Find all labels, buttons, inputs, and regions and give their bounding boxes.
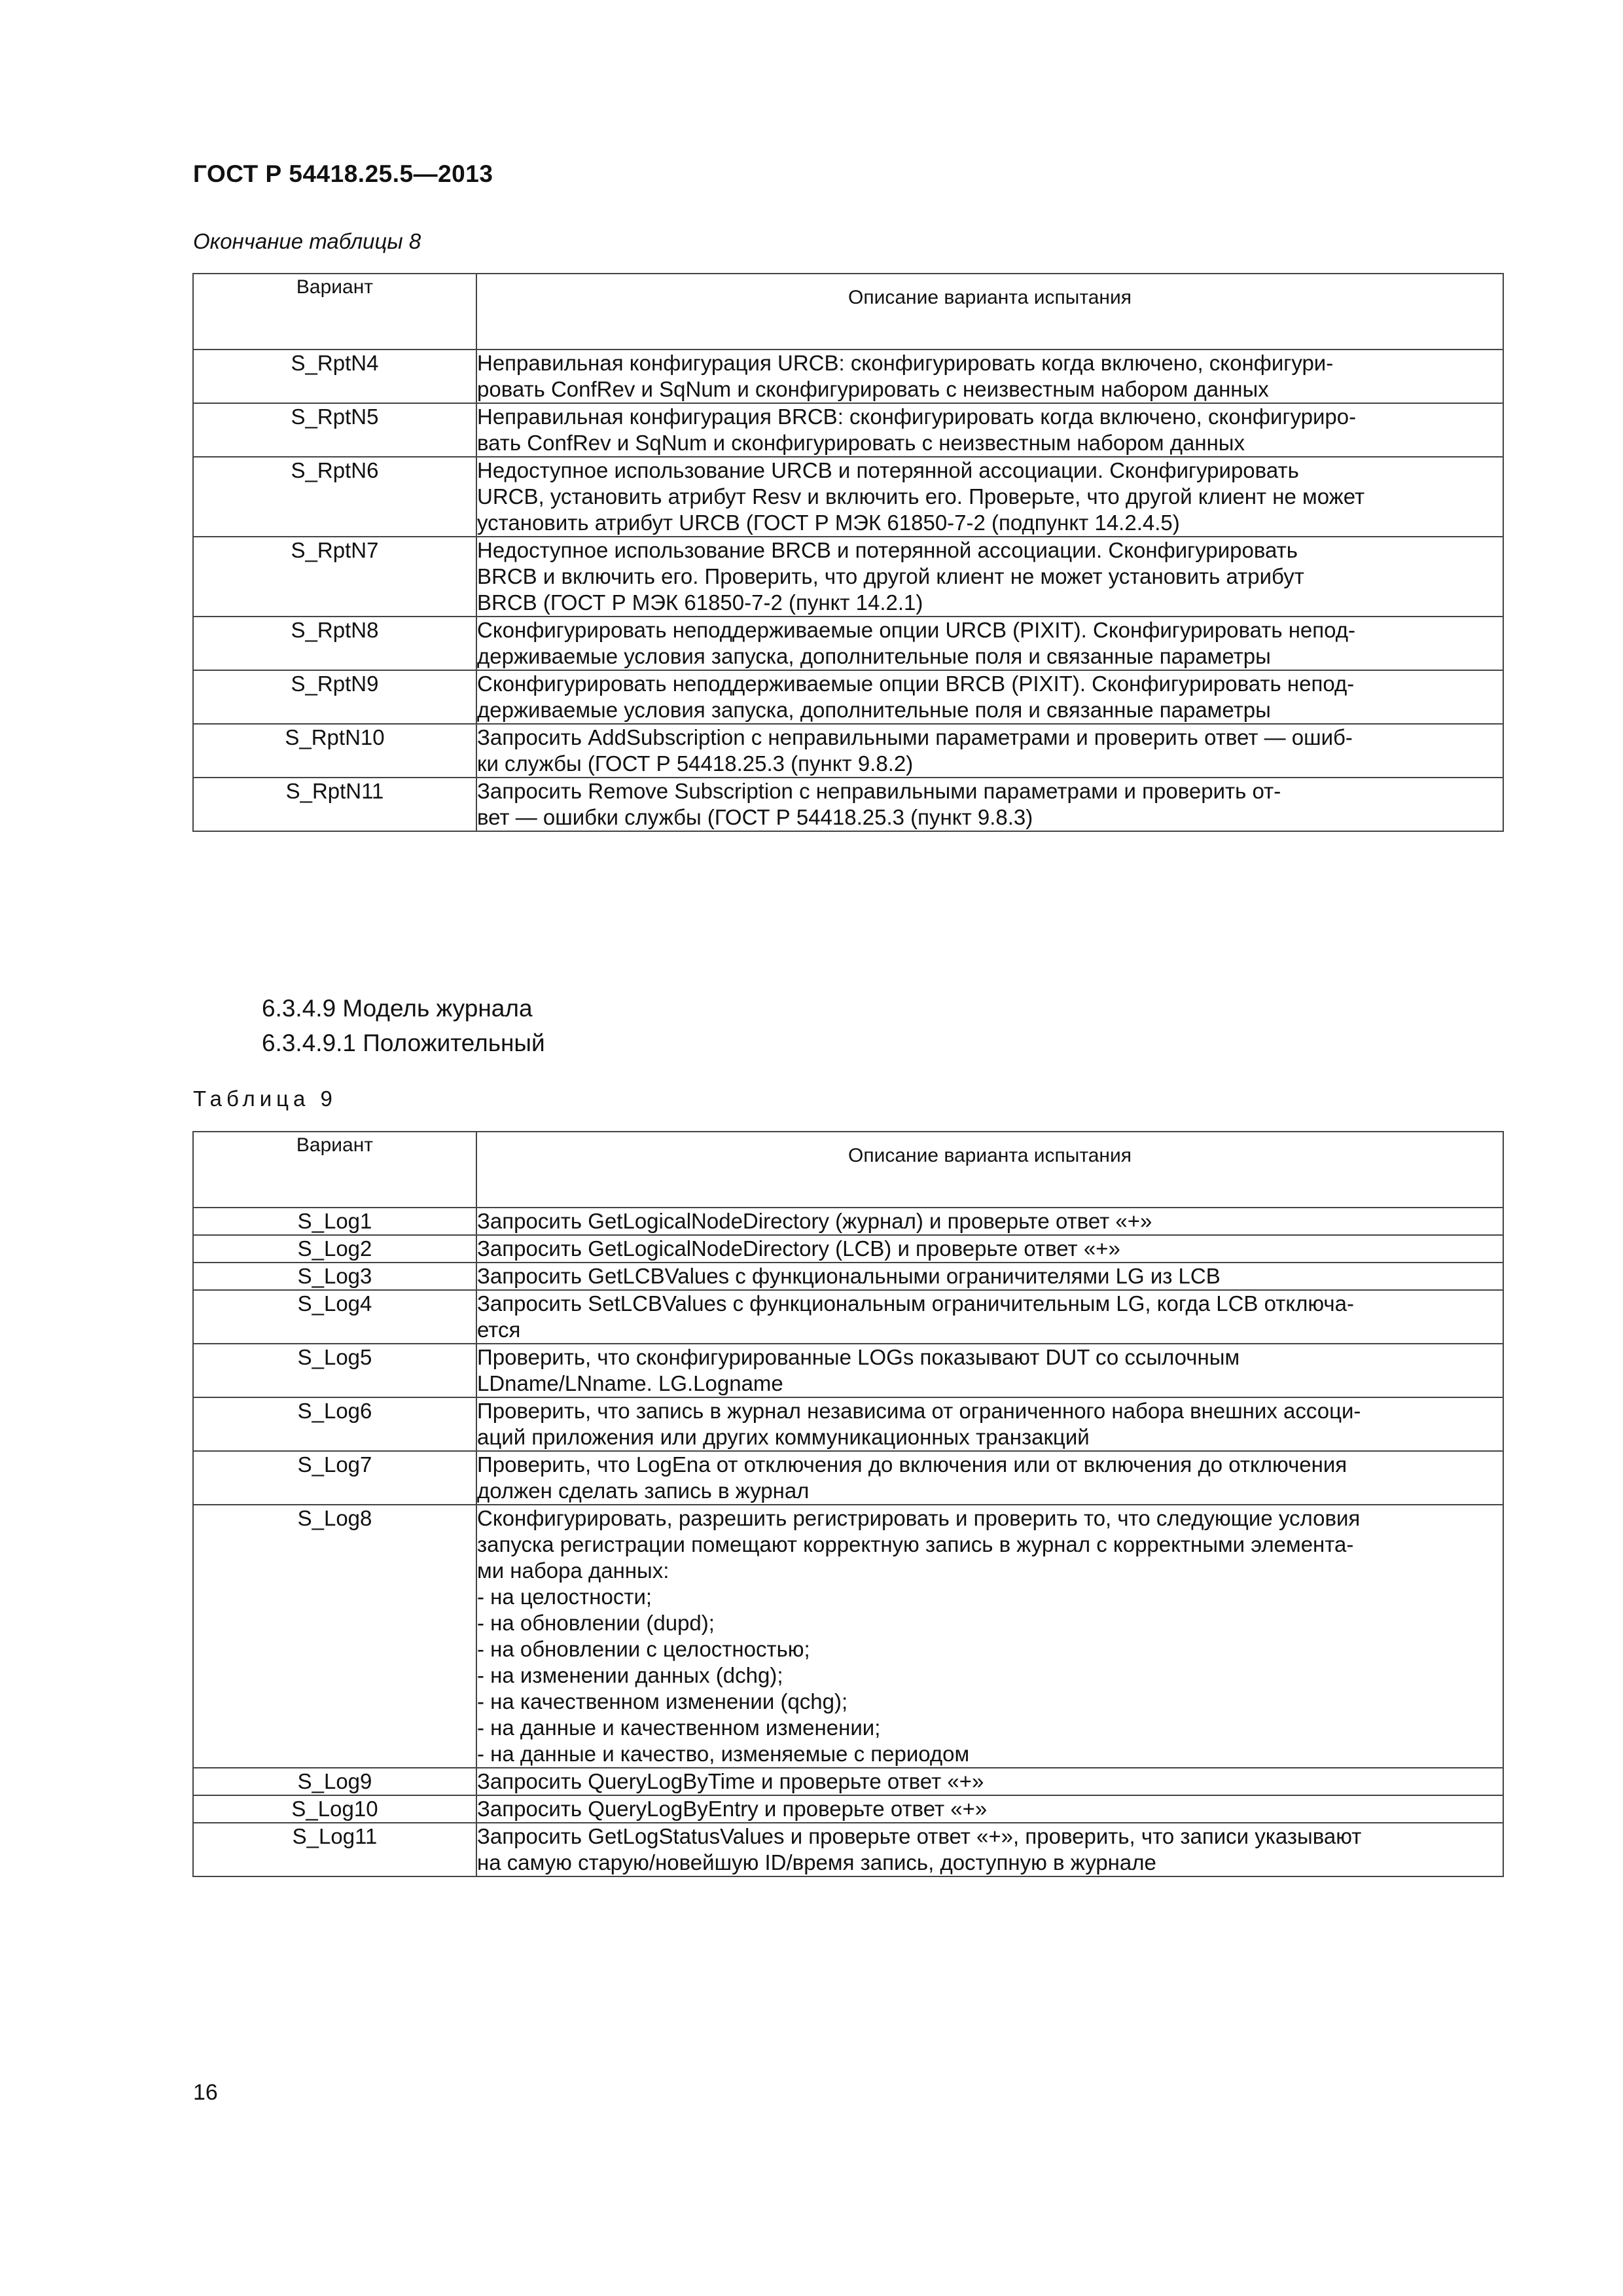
- description-cell: [476, 1397, 1503, 1451]
- description-line: Запросить GetLogStatusValues и проверьте ответ «+», проверить, что записи указывают: [477, 1824, 1362, 1848]
- column-header-variant: Вариант: [193, 1132, 476, 1208]
- description-line: ровать ConfRev и SqNum и сконфигурировать с неизвестным набором данных: [477, 377, 1269, 401]
- description-line: - на данные и качество, изменяемые с периодом: [477, 1742, 970, 1766]
- description-line: URCB, установить атрибут Resv и включить его. Проверьте, что другой клиент не может: [477, 484, 1365, 509]
- variant-code-cell: S_Log11: [193, 1823, 476, 1876]
- variant-code-cell: S_RptN8: [193, 617, 476, 670]
- table-row: [193, 350, 1503, 403]
- description-line: - на изменении данных (dchg);: [477, 1663, 783, 1687]
- table-row: [193, 1451, 1503, 1505]
- description-cell: [476, 1823, 1503, 1876]
- variant-code-cell: S_Log6: [193, 1397, 476, 1451]
- variant-code-cell: S_RptN4: [193, 350, 476, 403]
- description-line: Недоступное использование URCB и потерянной ассоциации. Сконфигурировать: [477, 458, 1299, 482]
- table-row: [193, 1344, 1503, 1397]
- table-9: [192, 1131, 1504, 1877]
- description-cell: [476, 403, 1503, 457]
- description-line: держиваемые условия запуска, дополнительные поля и связанные параметры: [477, 698, 1271, 722]
- table-row: [193, 1235, 1503, 1263]
- description-line: вать ConfRev и SqNum и сконфигурировать с неизвестным набором данных: [477, 431, 1245, 455]
- description-line: Запросить QueryLogByTime и проверьте ответ «+»: [477, 1769, 984, 1793]
- table-8: [192, 273, 1504, 832]
- description-cell: [476, 1344, 1503, 1397]
- description-line: - на обновлении (dupd);: [477, 1611, 715, 1635]
- description-line: Проверить, что запись в журнал независима от ограниченного набора внешних ассоци-: [477, 1399, 1361, 1423]
- description-line: Сконфигурировать неподдерживаемые опции URCB (PIXIT). Сконфигурировать непод-: [477, 618, 1356, 642]
- table-row: [193, 537, 1503, 617]
- table-row: [193, 617, 1503, 670]
- description-line: установить атрибут URCB (ГОСТ Р МЭК 61850-7-2 (подпункт 14.2.4.5): [477, 511, 1180, 535]
- table-row: [193, 1263, 1503, 1290]
- table-row: [193, 1505, 1503, 1768]
- description-cell: [476, 350, 1503, 403]
- description-line: аций приложения или других коммуникационных транзакций: [477, 1425, 1090, 1449]
- description-line: LDname/LNname. LG.Logname: [477, 1371, 783, 1395]
- description-cell: [476, 1795, 1503, 1823]
- variant-code-cell: S_Log7: [193, 1451, 476, 1505]
- table-9-caption: Таблица 9: [193, 1086, 337, 1111]
- table-9-body: [193, 1208, 1503, 1876]
- column-header-description: Описание варианта испытания: [476, 1132, 1503, 1208]
- variant-code-cell: S_Log2: [193, 1235, 476, 1263]
- description-line: Запросить GetLogicalNodeDirectory (журнал) и проверьте ответ «+»: [477, 1209, 1152, 1233]
- table-row: [193, 778, 1503, 831]
- variant-code-cell: S_RptN5: [193, 403, 476, 457]
- variant-code-cell: S_Log9: [193, 1768, 476, 1795]
- description-line: вет — ошибки службы (ГОСТ Р 54418.25.3 (пункт 9.8.3): [477, 805, 1033, 829]
- variant-code-cell: S_Log10: [193, 1795, 476, 1823]
- section-heading-log-model: 6.3.4.9 Модель журнала: [262, 995, 533, 1022]
- description-cell: [476, 1235, 1503, 1263]
- description-line: Сконфигурировать неподдерживаемые опции BRCB (PIXIT). Сконфигурировать непод-: [477, 672, 1355, 696]
- description-cell: [476, 1290, 1503, 1344]
- table-row: [193, 457, 1503, 537]
- variant-code-cell: S_Log8: [193, 1505, 476, 1768]
- description-cell: [476, 1505, 1503, 1768]
- table-row: [193, 1208, 1503, 1235]
- table-row: [193, 1290, 1503, 1344]
- table-continuation-caption: Окончание таблицы 8: [193, 229, 421, 253]
- description-line: - на качественном изменении (qchg);: [477, 1689, 848, 1713]
- description-line: - на обновлении с целостностью;: [477, 1637, 810, 1661]
- variant-code-cell: S_RptN9: [193, 670, 476, 724]
- description-cell: [476, 778, 1503, 831]
- description-line: Проверить, что сконфигурированные LOGs показывают DUT со ссылочным: [477, 1345, 1240, 1369]
- table-row: [193, 1397, 1503, 1451]
- description-line: BRCB (ГОСТ Р МЭК 61850-7-2 (пункт 14.2.1): [477, 590, 923, 615]
- description-cell: [476, 670, 1503, 724]
- table-row: [193, 1795, 1503, 1823]
- table-row: [193, 670, 1503, 724]
- table-row: [193, 403, 1503, 457]
- description-line: - на целостности;: [477, 1585, 652, 1609]
- description-line: Сконфигурировать, разрешить регистрировать и проверить то, что следующие условия: [477, 1506, 1361, 1530]
- variant-code-cell: S_RptN7: [193, 537, 476, 617]
- document-title: ГОСТ Р 54418.25.5—2013: [193, 160, 493, 187]
- description-line: Запросить GetLogicalNodeDirectory (LCB) и проверьте ответ «+»: [477, 1236, 1120, 1261]
- table-header-row: [193, 274, 1503, 350]
- description-cell: [476, 1263, 1503, 1290]
- description-line: Недоступное использование BRCB и потерянной ассоциации. Сконфигурировать: [477, 538, 1298, 562]
- description-line: запуска регистрации помещают корректную запись в журнал с корректными элемента-: [477, 1532, 1354, 1556]
- description-line: на самую старую/новейшую ID/время запись, доступную в журнале: [477, 1850, 1156, 1874]
- variant-code-cell: S_RptN10: [193, 724, 476, 778]
- variant-code-cell: S_Log1: [193, 1208, 476, 1235]
- table-8-body: [193, 350, 1503, 831]
- description-cell: [476, 617, 1503, 670]
- column-header-variant: Вариант: [193, 274, 476, 350]
- description-line: - на данные и качественном изменении;: [477, 1715, 881, 1740]
- column-header-description: Описание варианта испытания: [476, 274, 1503, 350]
- section-heading-positive: 6.3.4.9.1 Положительный: [262, 1030, 545, 1056]
- description-line: Запросить GetLCBValues с функциональными ограничителями LG из LCB: [477, 1264, 1221, 1288]
- description-cell: [476, 1768, 1503, 1795]
- variant-code-cell: S_RptN6: [193, 457, 476, 537]
- variant-code-cell: S_RptN11: [193, 778, 476, 831]
- description-cell: [476, 724, 1503, 778]
- description-line: держиваемые условия запуска, дополнительные поля и связанные параметры: [477, 644, 1271, 668]
- description-line: Запросить SetLCBValues с функциональным ограничительным LG, когда LCB отключа-: [477, 1291, 1354, 1316]
- description-cell: [476, 457, 1503, 537]
- description-line: BRCB и включить его. Проверить, что другой клиент не может установить атрибут: [477, 564, 1304, 588]
- description-line: Запросить AddSubscription с неправильными параметрами и проверить ответ — ошиб-: [477, 725, 1353, 749]
- page-number: 16: [193, 2080, 218, 2105]
- description-line: Запросить Remove Subscription с неправильными параметрами и проверить от-: [477, 779, 1281, 803]
- variant-code-cell: S_Log5: [193, 1344, 476, 1397]
- description-line: Проверить, что LogEna от отключения до включения или от включения до отключения: [477, 1452, 1347, 1477]
- description-line: Неправильная конфигурация BRCB: сконфигурировать когда включено, сконфигуриро-: [477, 404, 1357, 429]
- table-header-row: [193, 1132, 1503, 1208]
- table-row: [193, 724, 1503, 778]
- description-cell: [476, 1208, 1503, 1235]
- description-line: Неправильная конфигурация URCB: сконфигурировать когда включено, сконфигури-: [477, 351, 1334, 375]
- description-line: ми набора данных:: [477, 1558, 669, 1583]
- description-line: ется: [477, 1318, 521, 1342]
- description-cell: [476, 537, 1503, 617]
- description-line: Запросить QueryLogByEntry и проверьте ответ «+»: [477, 1797, 988, 1821]
- variant-code-cell: S_Log4: [193, 1290, 476, 1344]
- variant-code-cell: S_Log3: [193, 1263, 476, 1290]
- table-row: [193, 1768, 1503, 1795]
- description-line: должен сделать запись в журнал: [477, 1479, 810, 1503]
- description-line: ки службы (ГОСТ Р 54418.25.3 (пункт 9.8.2): [477, 751, 914, 776]
- description-cell: [476, 1451, 1503, 1505]
- table-row: [193, 1823, 1503, 1876]
